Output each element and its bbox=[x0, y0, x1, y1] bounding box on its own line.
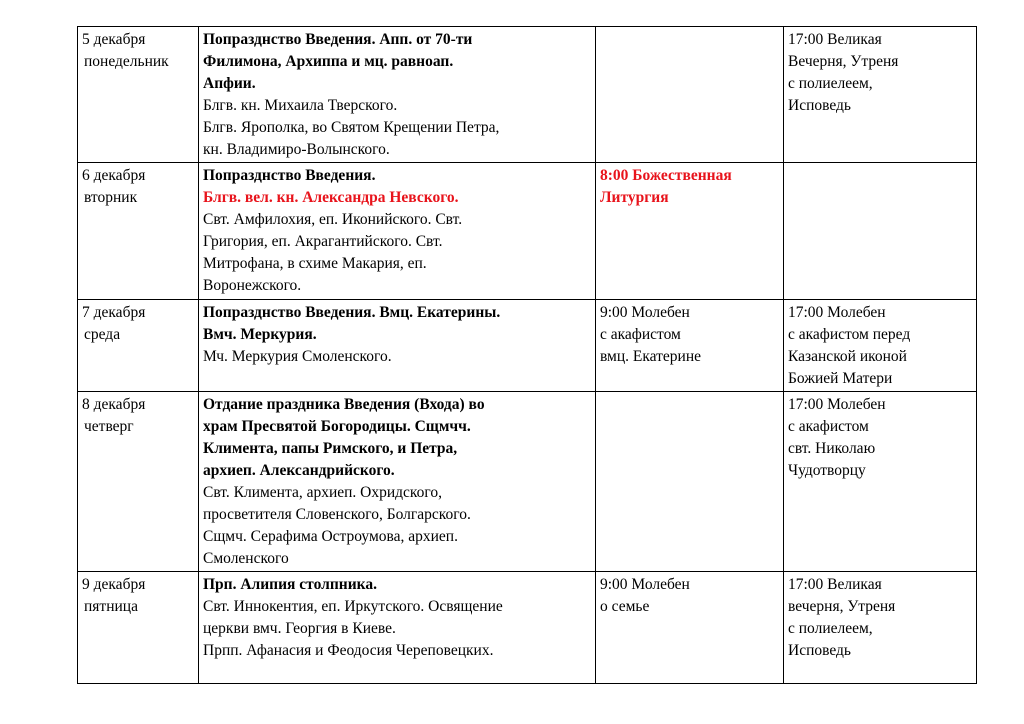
weekday: четверг bbox=[84, 418, 134, 435]
saints-line: просветителя Словенского, Болгарского. bbox=[203, 506, 471, 523]
morning-line: вмц. Екатерине bbox=[600, 348, 702, 365]
saints-line: Свт. Амфилохия, еп. Иконийского. Свт. bbox=[203, 211, 463, 228]
saints-line: Блгв. Ярополка, во Святом Крещении Петра, bbox=[203, 119, 500, 136]
evening-line: Вечерня, Утреня bbox=[788, 53, 899, 70]
date: 8 декабря bbox=[82, 396, 146, 413]
date-cell bbox=[78, 572, 199, 684]
morning-service-cell bbox=[596, 572, 784, 684]
morning-line: 9:00 Молебен bbox=[600, 304, 690, 321]
saints-bold-line: Вмч. Меркурия. bbox=[203, 326, 317, 343]
date-cell bbox=[78, 392, 199, 572]
saints-line: Свт. Климента, архиеп. Охридского, bbox=[203, 484, 443, 501]
evening-line: 17:00 Молебен bbox=[788, 396, 886, 413]
morning-line: 9:00 Молебен bbox=[600, 576, 690, 593]
evening-line: с акафистом bbox=[788, 418, 869, 435]
date: 5 декабря bbox=[82, 31, 146, 48]
saints-bold-line: Попразднство Введения. Вмц. Екатерины. bbox=[203, 304, 501, 321]
table-row bbox=[78, 163, 977, 300]
saints-cell bbox=[199, 392, 596, 572]
saints-cell bbox=[199, 572, 596, 684]
saints-cell bbox=[199, 163, 596, 300]
saints-bold-line: Попразднство Введения. Апп. от 70-ти bbox=[203, 31, 473, 48]
saints-bold-line: Попразднство Введения. bbox=[203, 167, 376, 184]
saints-line: церкви вмч. Георгия в Киеве. bbox=[203, 620, 396, 637]
morning-service-cell bbox=[596, 392, 784, 572]
evening-service-cell bbox=[784, 300, 977, 392]
evening-line: с полиелеем, bbox=[788, 75, 873, 92]
weekday: пятница bbox=[84, 598, 138, 615]
table-row bbox=[78, 392, 977, 572]
saints-line: Григория, еп. Акрагантийского. Свт. bbox=[203, 233, 443, 250]
schedule-table bbox=[77, 26, 977, 684]
morning-line: о семье bbox=[600, 598, 650, 615]
evening-line: Исповедь bbox=[788, 97, 851, 114]
saints-line: Прпп. Афанасия и Феодосия Череповецких. bbox=[203, 642, 494, 659]
evening-line: 17:00 Молебен bbox=[788, 304, 886, 321]
weekday: среда bbox=[84, 326, 121, 343]
date: 6 декабря bbox=[82, 167, 146, 184]
saints-line: Смоленского bbox=[203, 550, 289, 567]
saints-cell bbox=[199, 300, 596, 392]
evening-line: Казанской иконой bbox=[788, 348, 907, 365]
table-row bbox=[78, 300, 977, 392]
morning-service-cell bbox=[596, 300, 784, 392]
evening-service-cell bbox=[784, 27, 977, 163]
morning-service-cell bbox=[596, 27, 784, 163]
saints-bold-line: Отдание праздника Введения (Входа) во bbox=[203, 396, 485, 413]
evening-line: Божией Матери bbox=[788, 370, 893, 387]
evening-line: с полиелеем, bbox=[788, 620, 873, 637]
saints-line: Мч. Меркурия Смоленского. bbox=[203, 348, 392, 365]
evening-line: Исповедь bbox=[788, 642, 851, 659]
evening-line: Чудотворцу bbox=[788, 462, 866, 479]
evening-service-cell bbox=[784, 572, 977, 684]
saints-line: Митрофана, в схиме Макария, еп. bbox=[203, 255, 427, 272]
saints-bold-line: Прп. Алипия столпника. bbox=[203, 576, 377, 593]
saints-bold-line: архиеп. Александрийского. bbox=[203, 462, 395, 479]
saints-bold-line: Климента, папы Римского, и Петра, bbox=[203, 440, 458, 457]
saints-line: Блгв. кн. Михаила Тверского. bbox=[203, 97, 398, 114]
evening-line: вечерня, Утреня bbox=[788, 598, 896, 615]
evening-line: свт. Николаю bbox=[788, 440, 876, 457]
evening-line: с акафистом перед bbox=[788, 326, 911, 343]
saints-line: Свт. Иннокентия, еп. Иркутского. Освящение bbox=[203, 598, 503, 615]
liturgy-line: 8:00 Божественная bbox=[600, 167, 732, 184]
saints-cell bbox=[199, 27, 596, 163]
saints-bold-line: храм Пресвятой Богородицы. Сщмчч. bbox=[203, 418, 471, 435]
saints-line: Сщмч. Серафима Остроумова, архиеп. bbox=[203, 528, 458, 545]
saints-bold-line: Апфии. bbox=[203, 75, 256, 92]
morning-service-cell bbox=[596, 163, 784, 300]
date-cell bbox=[78, 27, 199, 163]
saints-line: Воронежского. bbox=[203, 277, 302, 294]
weekday: понедельник bbox=[84, 53, 169, 70]
saints-feast-line: Блгв. вел. кн. Александра Невского. bbox=[203, 189, 459, 206]
table-row bbox=[78, 572, 977, 684]
evening-service-cell bbox=[784, 163, 977, 300]
table-row bbox=[78, 27, 977, 163]
saints-bold-line: Филимона, Архиппа и мц. равноап. bbox=[203, 53, 454, 70]
date-cell bbox=[78, 163, 199, 300]
weekday: вторник bbox=[84, 189, 138, 206]
morning-line: с акафистом bbox=[600, 326, 681, 343]
saints-line: кн. Владимиро-Волынского. bbox=[203, 141, 390, 158]
date: 9 декабря bbox=[82, 576, 146, 593]
evening-line: 17:00 Великая bbox=[788, 31, 882, 48]
liturgy-line: Литургия bbox=[600, 189, 669, 206]
evening-service-cell bbox=[784, 392, 977, 572]
evening-line: 17:00 Великая bbox=[788, 576, 882, 593]
date-cell bbox=[78, 300, 199, 392]
date: 7 декабря bbox=[82, 304, 146, 321]
